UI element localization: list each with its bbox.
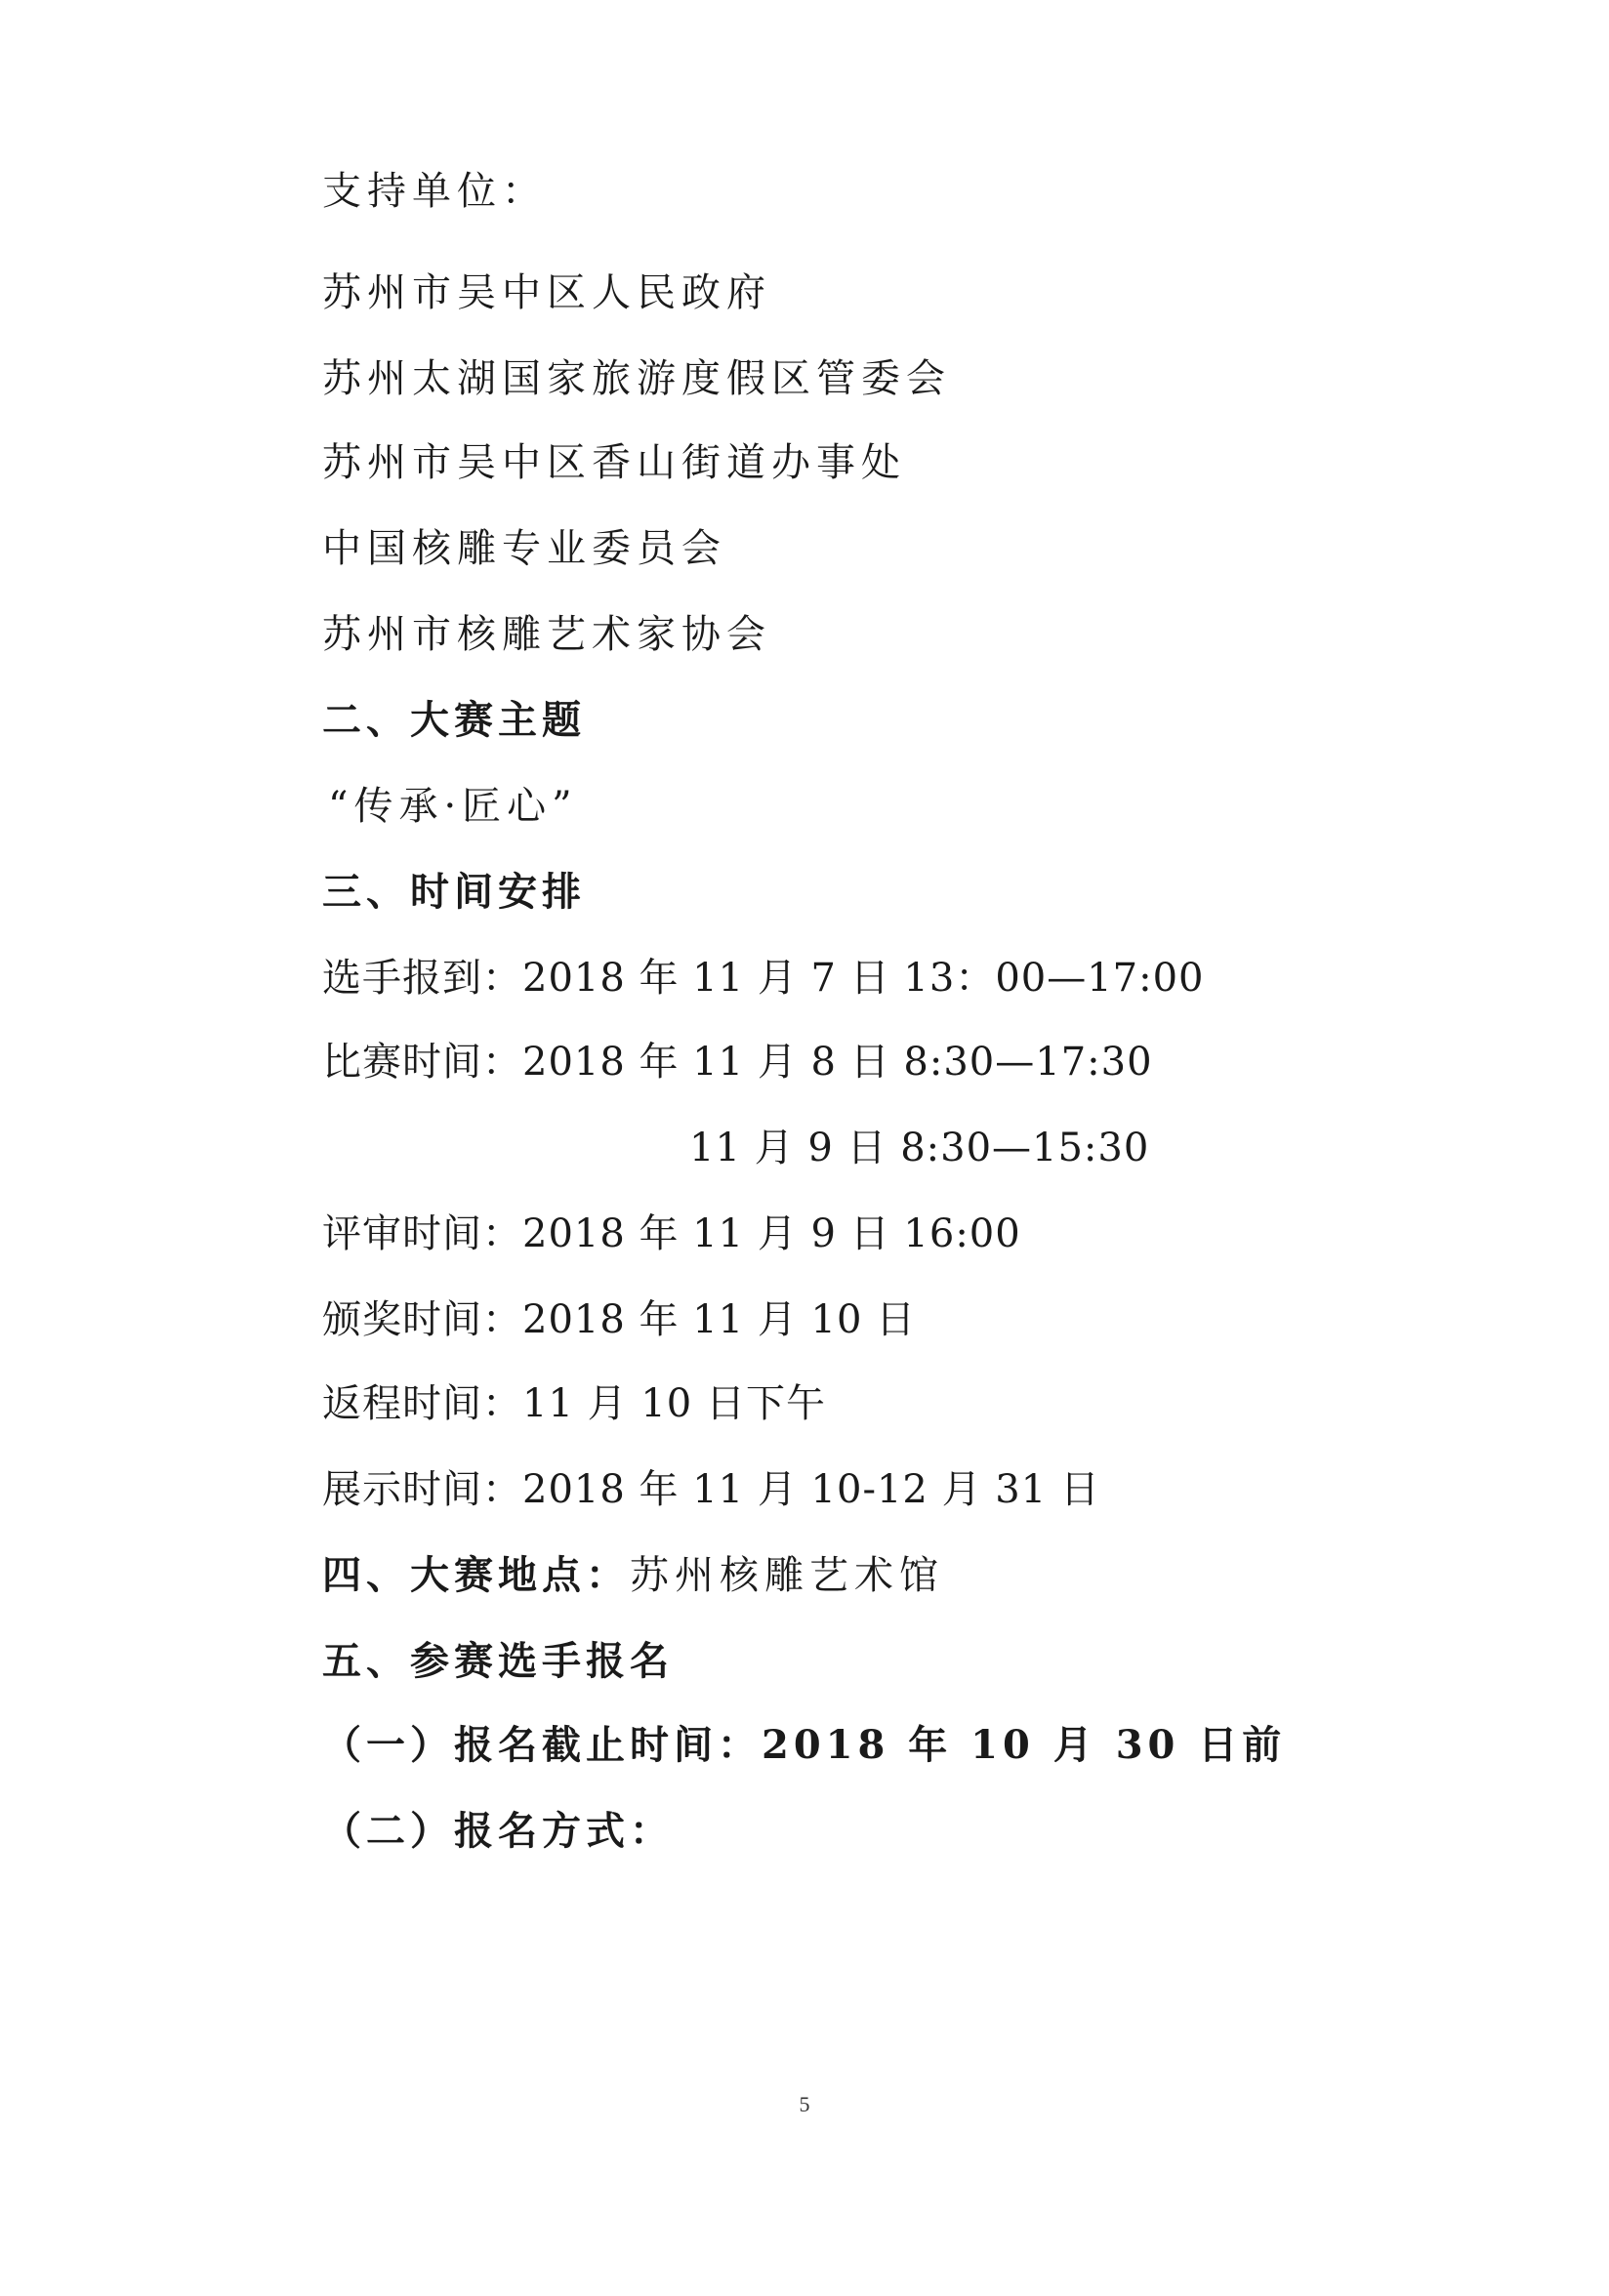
section-3-heading: 三、时间安排 bbox=[322, 869, 586, 915]
schedule-exhibition: 展示时间：2018 年 11 月 10-12 月 31 日 bbox=[322, 1467, 1100, 1512]
support-heading: 支持单位： bbox=[322, 169, 547, 214]
theme-text: “传承·匠心” bbox=[328, 784, 578, 829]
section-4-location: 苏州核雕艺术馆 bbox=[630, 1553, 944, 1598]
support-unit-4: 中国核雕专业委员会 bbox=[322, 526, 726, 571]
schedule-judging: 评审时间：2018 年 11 月 9 日 16:00 bbox=[322, 1211, 1021, 1256]
registration-deadline: （一）报名截止时间：2018 年 10 月 30 日前 bbox=[322, 1722, 1287, 1768]
support-unit-1: 苏州市吴中区人民政府 bbox=[322, 270, 771, 315]
section-4-heading: 四、大赛地点： bbox=[322, 1552, 630, 1598]
page-number: 5 bbox=[799, 2092, 810, 2116]
schedule-competition-day-1: 比赛时间：2018 年 11 月 8 日 8:30—17:30 bbox=[322, 1040, 1153, 1085]
section-4-row bbox=[322, 1550, 944, 1601]
registration-method: （二）报名方式： bbox=[322, 1808, 674, 1854]
section-2-heading: 二、大赛主题 bbox=[322, 697, 586, 743]
support-unit-3: 苏州市吴中区香山街道办事处 bbox=[322, 440, 906, 485]
support-unit-5: 苏州市核雕艺术家协会 bbox=[322, 612, 771, 657]
support-unit-2: 苏州太湖国家旅游度假区管委会 bbox=[322, 356, 951, 401]
schedule-competition-day-2: 11 月 9 日 8:30—15:30 bbox=[689, 1126, 1150, 1170]
section-5-heading: 五、参赛选手报名 bbox=[322, 1638, 674, 1684]
schedule-return: 返程时间：11 月 10 日下午 bbox=[322, 1381, 826, 1426]
schedule-award: 颁奖时间：2018 年 11 月 10 日 bbox=[322, 1297, 917, 1342]
schedule-checkin: 选手报到：2018 年 11 月 7 日 13：00—17:00 bbox=[322, 956, 1205, 1001]
